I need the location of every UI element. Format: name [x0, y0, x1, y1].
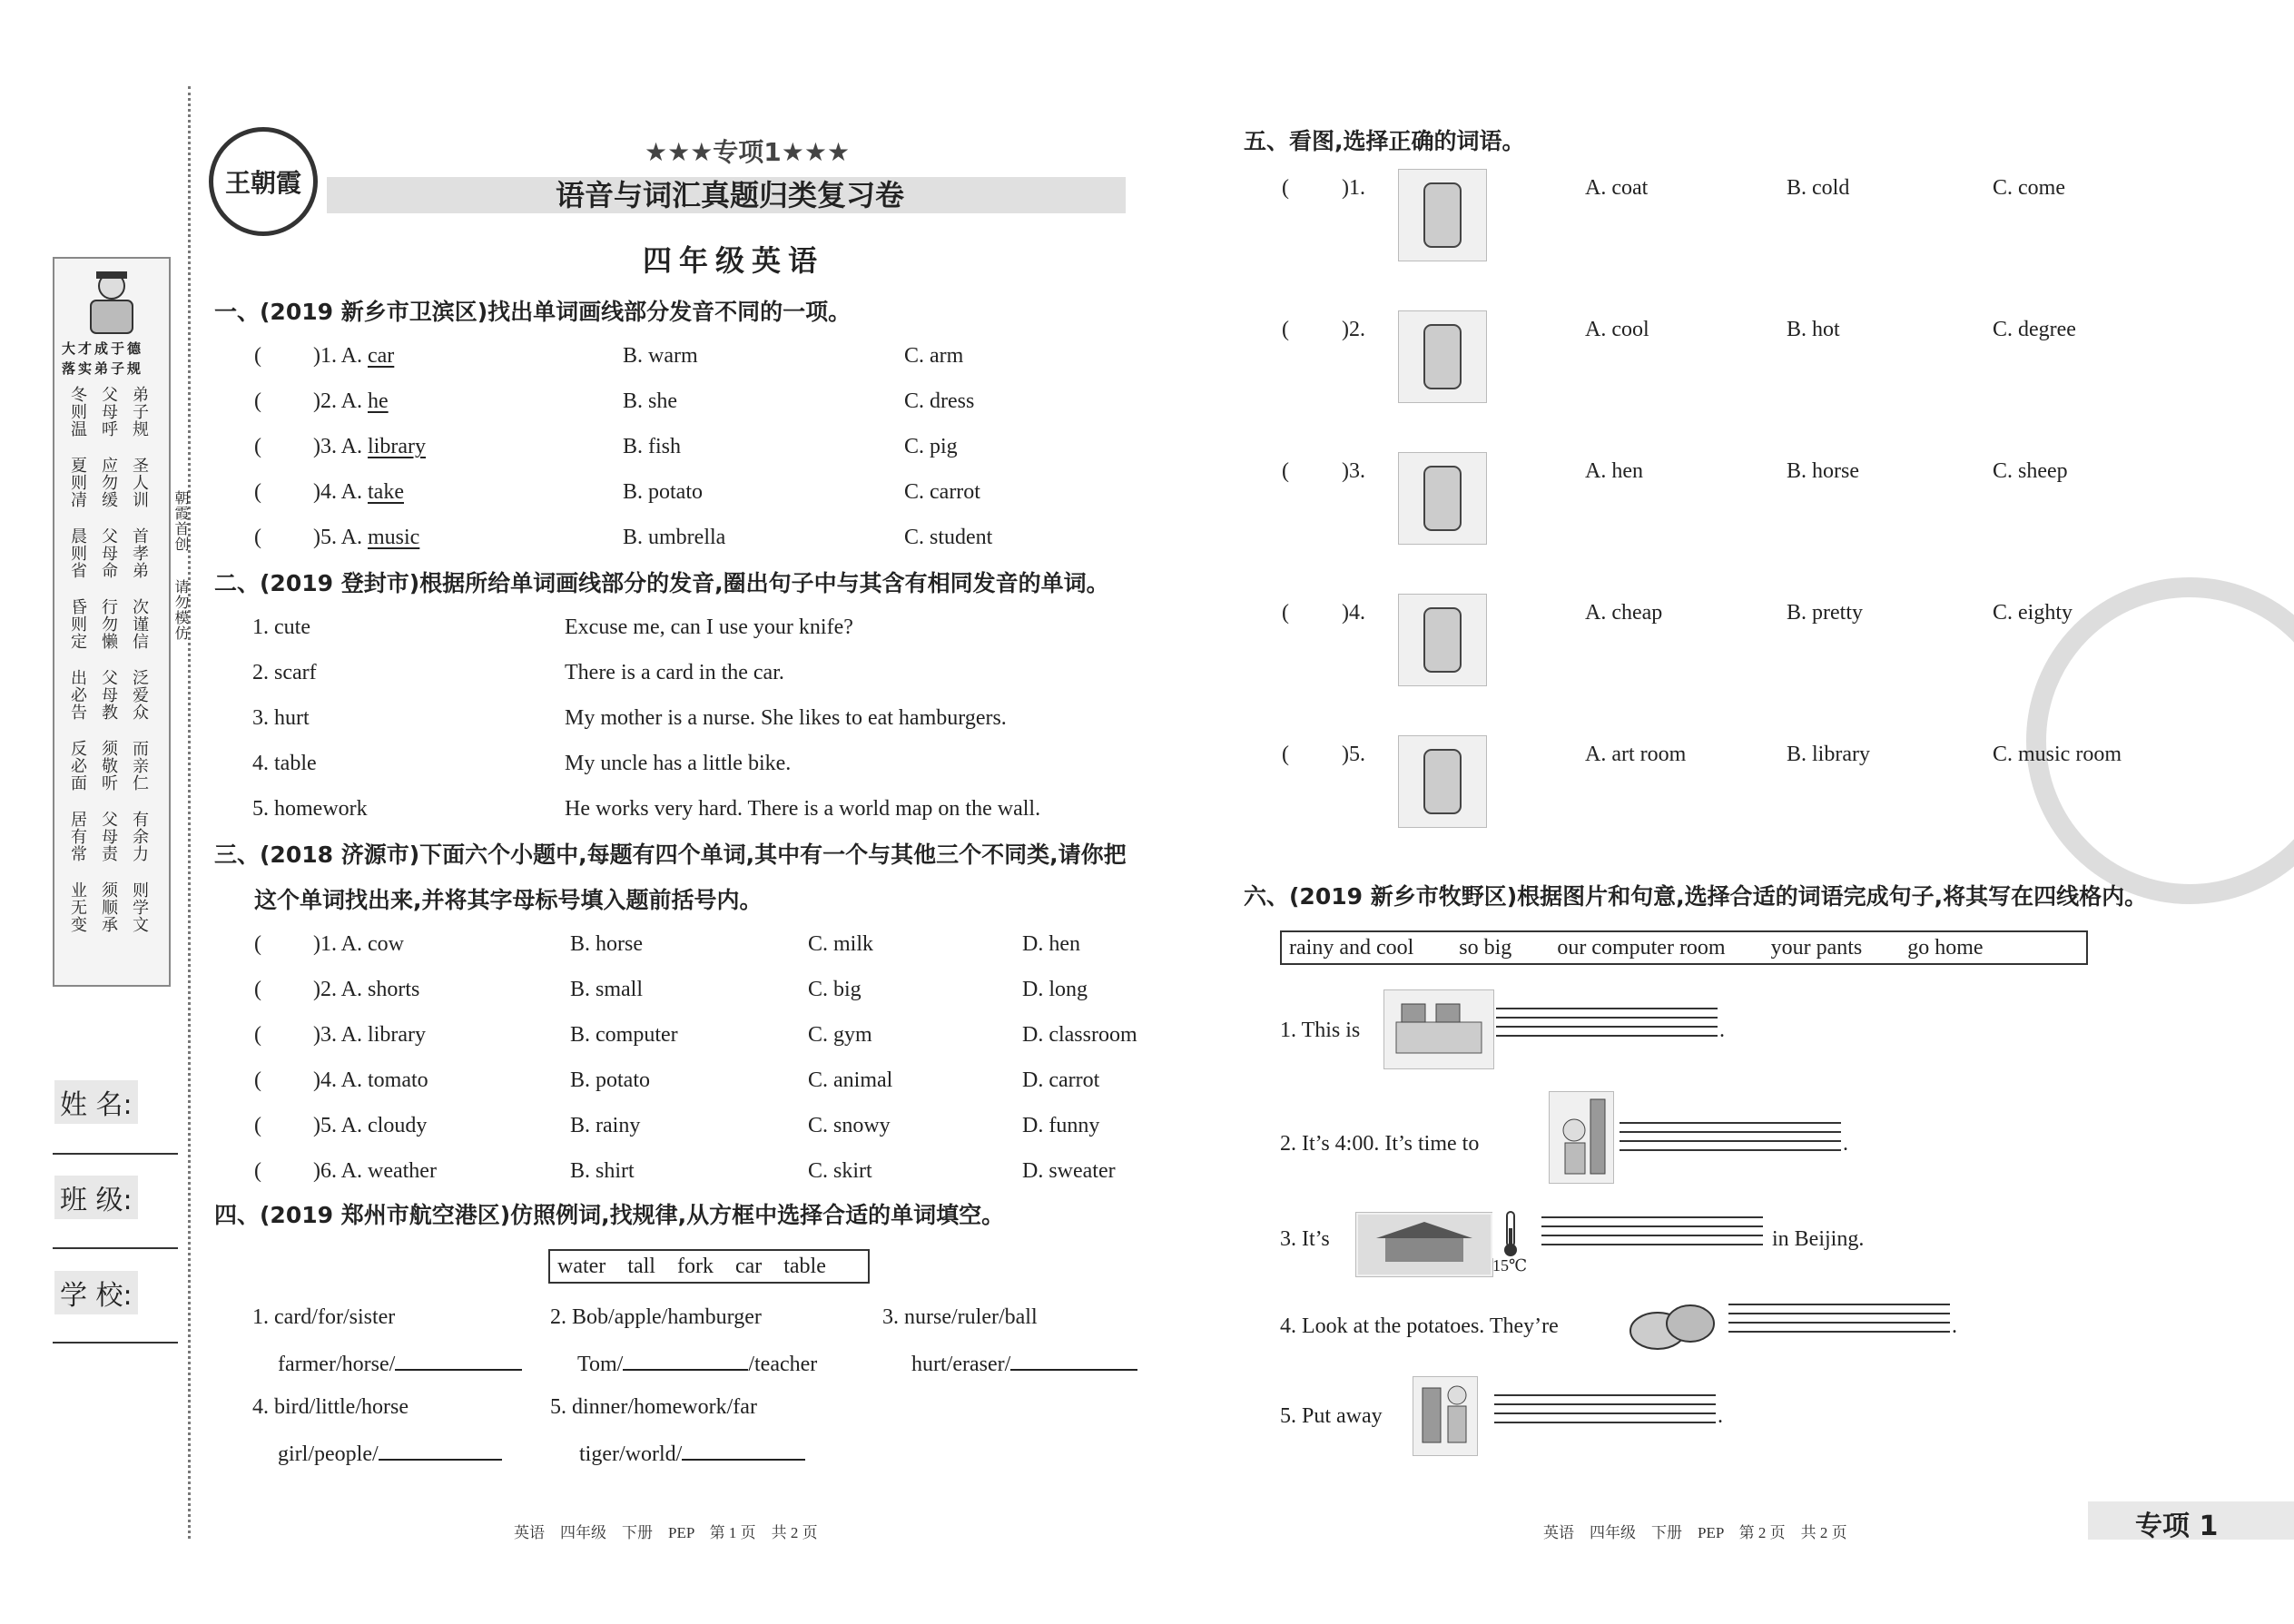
- temperature-label: 15℃: [1492, 1256, 1528, 1275]
- s1-option-a: library: [368, 435, 426, 458]
- s5-option-b: B. cold: [1787, 176, 1850, 200]
- series-label: ★★★专项1★★★: [645, 137, 851, 167]
- s2-word-1: 1. cute: [252, 615, 310, 639]
- s3-option-d: D. classroom: [1022, 1023, 1137, 1047]
- potatoes-picture: [1627, 1298, 1718, 1354]
- s1-option-a: he: [368, 389, 389, 413]
- q6-5-period: .: [1718, 1404, 1723, 1428]
- poem-column: 泛爱众: [130, 669, 149, 721]
- s1-question-2: [313, 388, 389, 415]
- go-home-picture: [1549, 1091, 1614, 1184]
- s2-word-2: 2. scarf: [252, 661, 317, 684]
- q4-1-text: farmer/horse/: [278, 1353, 396, 1376]
- beijing-picture: [1355, 1212, 1493, 1277]
- poem-column: 弟子规: [130, 386, 149, 438]
- s1-paren[interactable]: (: [254, 526, 261, 549]
- name-line[interactable]: [53, 1153, 178, 1155]
- poem-column: 业无变: [68, 881, 87, 933]
- section4-heading: 四、(2019 郑州市航空港区)仿照例词,找规律,从方框中选择合适的单词填空。: [214, 1202, 1005, 1228]
- s5-option-a: A. coat: [1585, 176, 1649, 200]
- q6-2-fourline[interactable]: [1620, 1122, 1841, 1158]
- poem-column: 父母命: [99, 527, 118, 579]
- poem-column: 反必面: [68, 740, 87, 792]
- q6-2-period: .: [1843, 1132, 1848, 1156]
- poem-column: 次谨信: [130, 598, 149, 650]
- s3-option-c: C. big: [808, 978, 861, 1001]
- hot-boy-picture: [1398, 310, 1487, 403]
- s1-option-c: C. arm: [904, 344, 964, 368]
- word-box-item: fork: [676, 1254, 714, 1278]
- q4-1-prompt: 1. card/for/sister: [252, 1305, 396, 1329]
- q4-2-prompt: 2. Bob/apple/hamburger: [550, 1305, 762, 1329]
- s1-option-a: music: [368, 526, 420, 549]
- poem-column: 须顺承: [99, 881, 118, 933]
- s3-option-b: B. potato: [570, 1068, 650, 1092]
- art-room-picture: [1398, 735, 1487, 828]
- logo: [209, 127, 318, 236]
- word-box-4: [548, 1249, 870, 1284]
- q4-3-blank[interactable]: [1010, 1349, 1137, 1371]
- s3-paren[interactable]: (: [254, 1114, 261, 1137]
- q4-2-suffix: /teacher: [748, 1353, 818, 1376]
- s1-number: )2. A.: [313, 389, 368, 413]
- s3-option-c: C. snowy: [808, 1114, 891, 1137]
- s1-option-b: B. umbrella: [623, 526, 726, 549]
- s2-word-5: 5. homework: [252, 797, 368, 821]
- s3-option-b: B. computer: [570, 1023, 678, 1047]
- s1-paren[interactable]: (: [254, 344, 261, 368]
- q6-4-text: 4. Look at the potatoes. They’re: [1280, 1314, 1559, 1338]
- motto-panel: [53, 257, 171, 987]
- pants-picture: [1413, 1376, 1478, 1456]
- s2-sentence-4[interactable]: My uncle has a little bike.: [565, 752, 792, 775]
- stamp-text1: 朝霞首创: [172, 490, 190, 552]
- s1-option-c: C. pig: [904, 435, 958, 458]
- q6-3-text: 3. It’s: [1280, 1227, 1330, 1251]
- s3-option-d: D. hen: [1022, 932, 1080, 956]
- binding-line: [188, 86, 191, 1539]
- s5-paren[interactable]: (: [1282, 601, 1289, 625]
- s5-option-c: C. degree: [1993, 318, 2076, 341]
- s3-paren[interactable]: (: [254, 1159, 261, 1183]
- s3-option-a: )6. A. weather: [313, 1159, 437, 1183]
- s3-option-c: C. skirt: [808, 1159, 872, 1183]
- footer-right: 英语 四年级 下册 PEP 第 2 页 共 2 页: [1543, 1524, 1847, 1541]
- s1-number: )5. A.: [313, 526, 368, 549]
- word-box-item: table: [783, 1254, 826, 1278]
- s1-option-c: C. student: [904, 526, 993, 549]
- dress-picture: [1398, 594, 1487, 686]
- s5-paren[interactable]: (: [1282, 176, 1289, 200]
- section2-heading: 二、(2019 登封市)根据所给单词画线部分的发音,圈出句子中与其含有相同发音的单词。: [214, 570, 1109, 596]
- s1-option-a: take: [368, 480, 404, 504]
- poem-column: 夏则凊: [68, 457, 87, 508]
- stamp-area: [171, 490, 192, 641]
- s5-option-a: A. cheap: [1585, 601, 1663, 625]
- poem-column: 而亲仁: [130, 740, 149, 792]
- poem-column: 冬则温: [68, 386, 87, 438]
- s3-option-a: )2. A. shorts: [313, 978, 420, 1001]
- q4-4-text: girl/people/: [278, 1442, 379, 1466]
- s1-option-c: C. carrot: [904, 480, 980, 504]
- s5-paren[interactable]: (: [1282, 318, 1289, 341]
- poem-column: 行勿懒: [99, 598, 118, 650]
- poem-column: 有余力: [130, 811, 149, 862]
- school-line[interactable]: [53, 1342, 178, 1343]
- s5-option-a: A. hen: [1585, 459, 1643, 483]
- stamp-text2: 请勿模仿: [172, 579, 190, 641]
- word-box-item: so big: [1459, 935, 1512, 960]
- poem-column: 晨则省: [68, 527, 87, 579]
- class-label: 班 级:: [54, 1176, 138, 1219]
- word-box-6: [1280, 930, 2088, 965]
- q6-4-period: .: [1952, 1314, 1957, 1338]
- s5-paren[interactable]: (: [1282, 459, 1289, 483]
- poem-column: 则学文: [130, 881, 149, 933]
- scholar-icon: [82, 266, 142, 339]
- page-subtitle: 四年级英语: [643, 243, 825, 278]
- word-box-item: tall: [627, 1254, 655, 1278]
- motto-line2: 落实弟子规: [62, 360, 144, 377]
- q6-5-fourline[interactable]: [1494, 1394, 1716, 1431]
- s1-paren[interactable]: (: [254, 389, 261, 413]
- s1-option-c: C. dress: [904, 389, 975, 413]
- word-box-item: rainy and cool: [1289, 935, 1414, 960]
- s2-sentence-2[interactable]: There is a card in the car.: [565, 661, 784, 684]
- s3-option-d: D. long: [1022, 978, 1088, 1001]
- s3-option-d: D. carrot: [1022, 1068, 1100, 1092]
- q4-5-text: tiger/world/: [579, 1442, 683, 1466]
- s3-option-d: D. sweater: [1022, 1159, 1116, 1183]
- section3-heading-2: 这个单词找出来,并将其字母标号填入题前括号内。: [254, 887, 763, 913]
- s1-number: )1. A.: [313, 344, 368, 368]
- s3-option-b: B. horse: [570, 932, 643, 956]
- q4-5-answer: [579, 1439, 805, 1468]
- s5-paren[interactable]: (: [1282, 743, 1289, 766]
- page-title: 语音与词汇真题归类复习卷: [556, 178, 905, 212]
- s1-option-b: B. fish: [623, 435, 682, 458]
- s1-question-5: [313, 524, 419, 551]
- motto-line1: 大才成于德: [62, 340, 144, 357]
- q6-5-text: 5. Put away: [1280, 1404, 1383, 1428]
- q4-4-blank[interactable]: [379, 1439, 502, 1461]
- s3-paren[interactable]: (: [254, 932, 261, 956]
- q6-3-suffix: in Beijing.: [1772, 1227, 1865, 1251]
- q6-2-text: 2. It’s 4:00. It’s time to: [1280, 1132, 1480, 1156]
- s5-option-b: B. horse: [1787, 459, 1859, 483]
- poem-column: 昏则定: [68, 598, 87, 650]
- q4-5-blank[interactable]: [682, 1439, 805, 1461]
- section3-heading-1: 三、(2018 济源市)下面六个小题中,每题有四个单词,其中有一个与其他三个不同类,请你把: [214, 842, 1127, 868]
- q4-3-answer: [911, 1349, 1137, 1378]
- s1-paren[interactable]: (: [254, 435, 261, 458]
- q6-1-fourline[interactable]: [1496, 1008, 1718, 1044]
- q4-3-text: hurt/eraser/: [911, 1353, 1011, 1376]
- s5-option-b: B. hot: [1787, 318, 1840, 341]
- s2-sentence-5[interactable]: He works very hard. There is a world map on the wall.: [565, 797, 1041, 821]
- poem-column: 父母教: [99, 669, 118, 721]
- poem-column: 居有常: [68, 811, 87, 862]
- poem-column: 应勿缓: [99, 457, 118, 508]
- q4-1-answer: [278, 1349, 522, 1378]
- s1-number: )4. A.: [313, 480, 368, 504]
- q6-1-text: 1. This is: [1280, 1019, 1361, 1042]
- s5-number: )2.: [1342, 318, 1365, 341]
- q4-1-blank[interactable]: [395, 1349, 522, 1371]
- s5-option-b: B. pretty: [1787, 601, 1863, 625]
- s3-option-a: )5. A. cloudy: [313, 1114, 428, 1137]
- s3-option-c: C. animal: [808, 1068, 893, 1092]
- q4-2-answer: [577, 1349, 817, 1378]
- word-box-item: car: [734, 1254, 763, 1278]
- s1-number: )3. A.: [313, 435, 368, 458]
- q4-4-answer: [278, 1439, 502, 1468]
- s1-paren[interactable]: (: [254, 480, 261, 504]
- computer-room-picture: [1383, 989, 1494, 1069]
- s5-option-c: C. come: [1993, 176, 2065, 200]
- footer-left: 英语 四年级 下册 PEP 第 1 页 共 2 页: [514, 1524, 818, 1541]
- q4-2-blank[interactable]: [623, 1349, 748, 1371]
- q4-4-prompt: 4. bird/little/horse: [252, 1395, 409, 1419]
- s1-option-a: car: [368, 344, 395, 368]
- q4-3-prompt: 3. nurse/ruler/ball: [882, 1305, 1038, 1329]
- s3-option-d: D. funny: [1022, 1114, 1100, 1137]
- q6-3-fourline[interactable]: [1541, 1216, 1763, 1253]
- poem-column: 父母责: [99, 811, 118, 862]
- s5-option-b: B. library: [1787, 743, 1870, 766]
- section1-heading: 一、(2019 新乡市卫滨区)找出单词画线部分发音不同的一项。: [214, 299, 852, 325]
- s1-question-3: [313, 433, 426, 460]
- section5-heading: 五、看图,选择正确的词语。: [1244, 128, 1525, 154]
- s3-option-c: C. milk: [808, 932, 874, 956]
- s5-option-a: A. cool: [1585, 318, 1649, 341]
- q4-5-prompt: 5. dinner/homework/far: [550, 1395, 757, 1419]
- s2-sentence-3[interactable]: My mother is a nurse. She likes to eat hamburgers.: [565, 706, 1007, 730]
- s5-number: )5.: [1342, 743, 1365, 766]
- s3-option-b: B. small: [570, 978, 644, 1001]
- school-label: 学 校:: [54, 1271, 138, 1314]
- poem-area: [62, 386, 160, 967]
- word-box-item: go home: [1907, 935, 1984, 960]
- s3-option-c: C. gym: [808, 1023, 872, 1047]
- s5-number: )3.: [1342, 459, 1365, 483]
- q4-2-text: Tom/: [577, 1353, 624, 1376]
- s3-option-b: B. rainy: [570, 1114, 641, 1137]
- poem-column: 出必告: [68, 669, 87, 721]
- s1-option-b: B. warm: [623, 344, 698, 368]
- s1-question-1: [313, 342, 394, 369]
- s5-option-c: C. music room: [1993, 743, 2122, 766]
- s3-option-a: )3. A. library: [313, 1023, 426, 1047]
- s3-paren[interactable]: (: [254, 1023, 261, 1047]
- name-label: 姓 名:: [54, 1080, 138, 1124]
- word-box-item: your pants: [1770, 935, 1863, 960]
- s5-option-c: C. eighty: [1993, 601, 2072, 625]
- poem-column: 须敬听: [99, 740, 118, 792]
- footer-tag: 专项 1: [2135, 1511, 2219, 1542]
- poem-column: 父母呼: [99, 386, 118, 438]
- s2-word-4: 4. table: [252, 752, 317, 775]
- word-box-item: our computer room: [1557, 935, 1726, 960]
- s5-option-c: C. sheep: [1993, 459, 2068, 483]
- s1-option-b: B. potato: [623, 480, 703, 504]
- s3-paren[interactable]: (: [254, 978, 261, 1001]
- class-line[interactable]: [53, 1247, 178, 1249]
- thermometer-icon: [1492, 1209, 1529, 1258]
- word-box-item: water: [557, 1254, 606, 1278]
- s3-option-b: B. shirt: [570, 1159, 635, 1183]
- section6-heading: 六、(2019 新乡市牧野区)根据图片和句意,选择合适的词语完成句子,将其写在四线格内。: [1244, 883, 2148, 910]
- poem-column: 圣人训: [130, 457, 149, 508]
- sheep-picture: [1398, 452, 1487, 545]
- s5-option-a: A. art room: [1585, 743, 1687, 766]
- s3-paren[interactable]: (: [254, 1068, 261, 1092]
- s5-number: )1.: [1342, 176, 1365, 200]
- logo-text: 王朝霞: [224, 168, 301, 198]
- s1-option-b: B. she: [623, 389, 677, 413]
- q6-1-period: .: [1719, 1019, 1725, 1042]
- coat-picture: [1398, 169, 1487, 261]
- q6-4-fourline[interactable]: [1728, 1304, 1950, 1340]
- s2-word-3: 3. hurt: [252, 706, 310, 730]
- s3-option-a: )1. A. cow: [313, 932, 404, 956]
- s2-sentence-1[interactable]: Excuse me, can I use your knife?: [565, 615, 853, 639]
- poem-column: 首孝弟: [130, 527, 149, 579]
- s5-number: )4.: [1342, 601, 1365, 625]
- s3-option-a: )4. A. tomato: [313, 1068, 428, 1092]
- s1-question-4: [313, 478, 404, 506]
